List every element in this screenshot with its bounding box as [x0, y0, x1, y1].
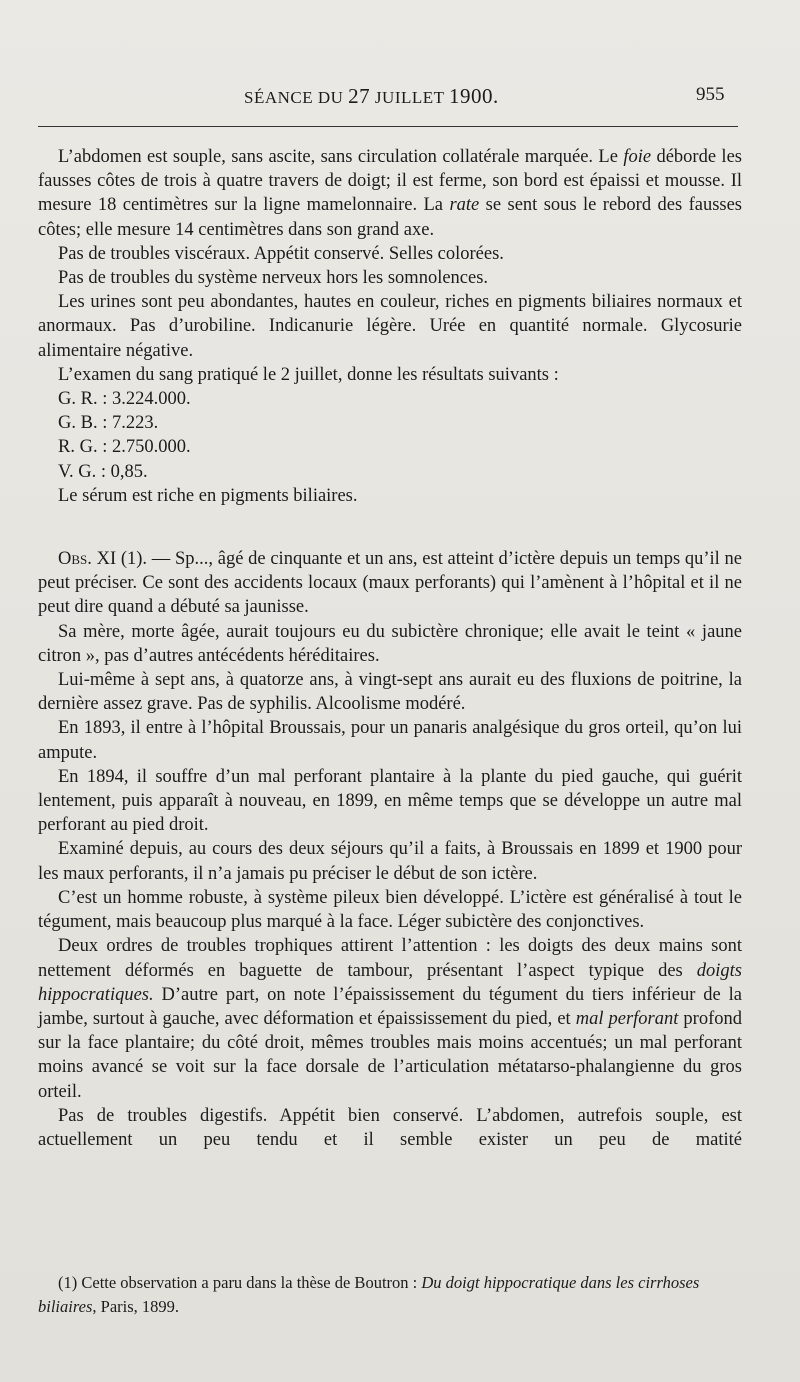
page-number: 955	[696, 84, 725, 105]
blood-gb: G. B. : 7.223.	[58, 413, 159, 434]
paragraph-robust: C’est un homme robuste, à système pileux bien développé. L’ictère est généralisé à tout le tégument, mais beaucoup plus marqué à la face. Léger subictère des conjonctives.	[38, 887, 742, 933]
paragraph-nervous: Pas de troubles du système nerveux hors les somnolences.	[58, 268, 489, 289]
paragraph-examined: Examiné depuis, au cours des deux séjours qu’il a faits, à Broussais en 1899 et 1900 pour les maux perforants, il n’a jamais pu préciser le début de son ictère.	[38, 839, 742, 884]
blood-rg: R. G. : 2.750.000.	[58, 437, 191, 458]
footnote-thesis-title: Du doigt hippocratique dans les cirrhoses biliaires	[38, 1273, 700, 1316]
header-rule	[38, 126, 738, 127]
footnote-reference: (1).	[116, 549, 148, 570]
paragraph-abdomen: L’abdomen est souple, sans ascite, sans circulation collatérale marquée. Le foie déborde les fausses côtes de trois à quatre travers de doigt; il est ferme, son bord est épaissi et mousse. Il mesure 18 centimètres sur la ligne mamelonnaire. La rate se sent sous le rebord des fausses côtes; elle mesure 14 centimètres dans son grand axe.	[38, 147, 743, 240]
body-text	[38, 145, 742, 1152]
paragraph-mother: Sa mère, morte âgée, aurait toujours eu du subictère chronique; elle avait le teint « jaune citron », pas d’autres antécédents héréditaires.	[38, 621, 742, 666]
paragraph-1894: En 1894, il souffre d’un mal perforant plantaire à la plante du pied gauche, qui guérit lentement, puis apparaît à nouveau, en 1899, en même temps que se développe un autre mal perforant au pied droit.	[38, 766, 742, 836]
paragraph-serum: Le sérum est riche en pigments biliaires.	[58, 485, 358, 506]
paragraph-blood-exam: L’examen du sang pratiqué le 2 juillet, donne les résultats suivants :	[58, 364, 559, 385]
blood-results	[38, 387, 742, 484]
observation-label: Obs. XI	[58, 549, 117, 570]
footnote	[38, 1271, 742, 1319]
paragraph-visceral: Pas de troubles viscéraux. Appétit conservé. Selles colorées.	[58, 243, 504, 264]
page-header	[0, 84, 800, 114]
paragraph-observation-xi: Obs. XI (1). — Sp..., âgé de cinquante et un ans, est atteint d’ictère depuis un temps qu’il ne peut préciser. Ce sont des accidents locaux (maux perforants) qui l’amènent à l’hôpital et il ne peut dire quand a débuté sa jaunisse.	[38, 549, 742, 618]
blood-vg: V. G. : 0,85.	[58, 461, 148, 482]
running-title: SÉANCE DU 27 JUILLET 1900.	[244, 84, 499, 108]
blood-gr: G. R. : 3.224.000.	[58, 389, 191, 410]
paragraph-digestive: Pas de troubles digestifs. Appétit bien conservé. L’abdomen, autrefois souple, est actuellement un peu tendu et il semble exister un peu de matité	[38, 1105, 742, 1150]
paragraph-urines: Les urines sont peu abondantes, hautes en couleur, riches en pigments biliaires normaux et anormaux. Pas d’urobiline. Indicanurie légère. Urée en quantité normale. Glycosurie alimentaire négative.	[38, 292, 742, 361]
paragraph-1893: En 1893, il entre à l’hôpital Broussais, pour un panaris analgésique du gros orteil, qu’on lui ampute.	[38, 718, 742, 763]
paragraph-history: Lui-même à sept ans, à quatorze ans, à vingt-sept ans aurait eu des fluxions de poitrine, la dernière assez grave. Pas de syphilis. Alcoolisme modéré.	[38, 670, 742, 715]
paragraph-trophic: Deux ordres de troubles trophiques attirent l’attention : les doigts des deux mains sont nettement déformés en baguette de tambour, présentant l’aspect typique des doigts hippocratiques. D’autre part, on note l’épaississement du tégument du tiers inférieur de la jambe, surtout à gauche, avec déformation et épaississement du pied, et mal perforant profond sur la face plantaire; du côté droit, mêmes troubles mais moins accentués; un mal perforant moins avancé se voit sur la face dorsale de l’articulation métatarso-phalangienne du gros orteil.	[38, 936, 742, 1102]
footnote-text: (1) Cette observation a paru dans la thèse de Boutron : Du doigt hippocratique dans les cirrhoses biliaires, Paris, 1899.	[38, 1273, 700, 1316]
